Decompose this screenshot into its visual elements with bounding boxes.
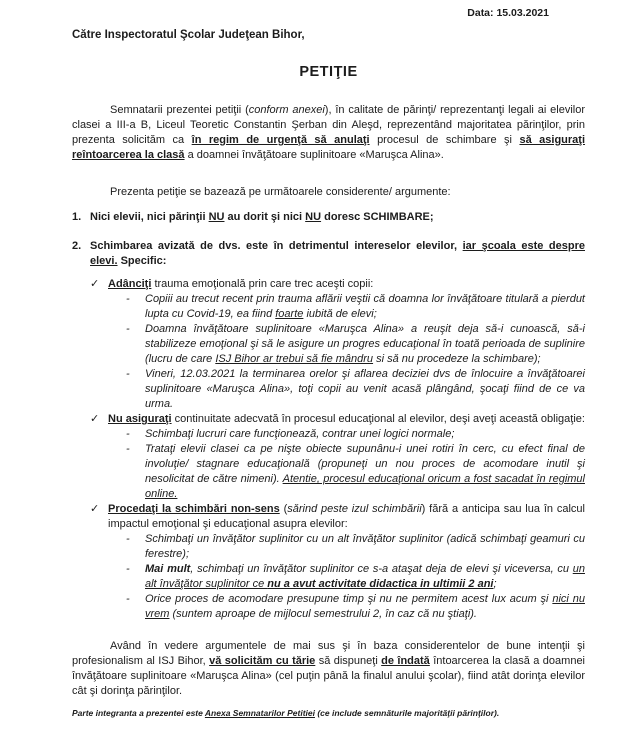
list-item-text — [145, 322, 585, 367]
dash-list-item — [126, 427, 585, 442]
list-marker: - — [126, 593, 130, 605]
text-run: Parte integranta a prezentei este — [72, 708, 205, 718]
text-run: vă solicităm cu tărie — [209, 655, 316, 667]
list-item-text — [108, 502, 585, 532]
text-run: Copiii au trecut recent prin trauma aflării veştii că doamna lor învăţătoare titulară a pierdut lupta cu Covid-19, ea fiind — [145, 293, 585, 320]
paragraph — [72, 103, 585, 163]
numbered-list-item — [72, 210, 585, 225]
text-run: procesul de schimbare şi — [369, 134, 520, 146]
list-item-text — [145, 592, 585, 622]
dash-list-item — [126, 532, 585, 562]
page-title: PETIŢIE — [299, 64, 358, 80]
text-run: Atentie, procesul educaţional oricum a fost sacadat în regimul online. — [145, 473, 585, 500]
list-item-text — [108, 412, 585, 427]
text-run: Doamna învăţătoare suplinitoare «Maruşca Alina» a reuşit deja să-i cunoască, să-i stabilizeze emoţional şi să le asigure un progres educaţional în toată perioada de suplinire (lucru de care — [145, 323, 585, 365]
text-run: un alt învăţător suplinitor ce — [145, 563, 585, 590]
list-item-text — [90, 239, 585, 269]
text-run: Schimbarea avizată de dvs. este în detrimentul intereselor elevilor, — [90, 240, 463, 252]
text-run: Vineri, 12.03.2021 la terminarea orelor şi aflarea deciziei dvs de înlocuire a învăţătoarei suplinitoare «Maruşca Alina», toţi copii au venit acasă plângând, şocaţi fiind de ce va urma. — [145, 368, 585, 410]
text-run: Mai mult — [145, 563, 191, 575]
checkmark-icon: ✓ — [90, 503, 100, 515]
list-item-text — [145, 532, 585, 562]
text-run: Adânciţi — [108, 278, 152, 290]
text-run: foarte — [275, 308, 304, 320]
text-run: întoarcerea la clasă a doamnei învăţătoare suplinitoare «Maruşca Alina» (cel puţin până la finalul anului şcolar), fiind atât dorinţa elevilor cât şi dorinţa părinţilor. — [72, 655, 586, 697]
text-run: ( — [279, 503, 288, 515]
paragraph — [72, 185, 585, 200]
text-run: (suntem aproape de mijlocul semestrului 2, în caz că nu ştiaţi). — [169, 608, 477, 620]
check-list-item — [90, 502, 585, 532]
list-item-text — [145, 367, 585, 412]
text-run: NU — [208, 211, 225, 223]
text-run: nici nu vrem — [145, 593, 585, 620]
text-run: să asiguraţi reîntoarcerea la clasă — [72, 134, 586, 161]
list-marker: - — [126, 563, 130, 575]
list-marker: - — [126, 533, 130, 545]
list-item-text — [145, 427, 585, 442]
text-run: Schimbaţi lucruri care funcţionează, contrar unei logici normale; — [145, 428, 455, 440]
dash-list-item — [126, 592, 585, 622]
text-run: ; — [493, 578, 497, 590]
text-run: Nu asiguraţi — [108, 413, 172, 425]
list-item-text — [108, 277, 585, 292]
list-marker: - — [126, 428, 130, 440]
footnote — [72, 708, 585, 719]
text-run: (ce include semnăturile majorităţii părinţilor). — [314, 708, 500, 718]
list-marker: - — [126, 368, 130, 380]
text-run: doresc SCHIMBARE; — [321, 211, 434, 223]
numbered-list-item — [72, 239, 585, 269]
list-item-text — [90, 210, 585, 225]
text-run: ISJ Bihor ar trebui să fie mândru — [215, 353, 374, 365]
dash-list-item — [126, 292, 585, 322]
text-run: Prezenta petiţie se bazează pe următoarele considerente/ argumente: — [110, 186, 451, 198]
checkmark-icon: ✓ — [90, 413, 100, 425]
text-run: conform anexei — [248, 104, 325, 116]
check-list-item — [90, 412, 585, 427]
text-run: Trataţi elevii clasei ca pe nişte obiecte supunânu-i unei rotiri în cerc, cu efect final de involuţie/ stagnare educaţională (propuneţi un nou proces de acomodare inutil şi nesolicitat de către nimeni). — [145, 443, 585, 485]
addressee-line: Către Inspectoratul Şcolar Judeţean Bihor, — [72, 29, 305, 41]
text-run: trauma emoţională prin care trec aceşti copii: — [151, 278, 374, 290]
list-item-text — [145, 292, 585, 322]
text-run: ) fără a anticipa sau lua în calcul impactul emoţional şi educaţional asupra elevilor: — [108, 503, 585, 530]
text-run: iar şcoala este despre elevi. — [90, 240, 585, 267]
text-run: si să nu procedeze la schimbare); — [373, 353, 541, 365]
text-run: Nici elevii, nici părinţii — [90, 211, 209, 223]
text-run: Având în vedere argumentele de mai sus şi în baza considerentelor de bune intenţii şi profesionalism al ISJ Bihor, — [72, 640, 585, 667]
dash-list-item — [126, 442, 585, 502]
document-date: Data: 15.03.2021 — [467, 7, 549, 19]
text-run: Procedaţi la schimbări non-sens — [108, 503, 280, 515]
text-run: a doamnei învăţătoare suplinitoare «Maruşca Alina». — [184, 149, 444, 161]
check-list-item — [90, 277, 585, 292]
dash-list-item — [126, 322, 585, 367]
list-item-text — [145, 442, 585, 502]
list-marker: 1. — [72, 211, 82, 223]
text-run: sărind peste izul schimbării — [287, 503, 422, 515]
list-marker: 2. — [72, 240, 82, 252]
paragraph — [72, 639, 585, 699]
text-run: să dispuneţi — [315, 655, 382, 667]
dash-list-item — [126, 562, 585, 592]
list-marker: - — [126, 293, 130, 305]
text-run: Anexa Semnatarilor Petitiei — [204, 708, 315, 718]
text-run: Semnatarii prezentei petiţii ( — [110, 104, 249, 116]
text-run: Specific: — [117, 255, 167, 267]
list-marker: - — [126, 323, 130, 335]
text-run: , schimbaţi un învăţător suplinitor ce s-a ataşat deja de elevi şi viceversa, cu — [190, 563, 573, 575]
text-run: Schimbaţi un învăţător suplinitor cu un alt învăţător suplinitor (adică schimbaţi geamuri cu ferestre); — [145, 533, 585, 560]
list-item-text — [145, 562, 585, 592]
dash-list-item — [126, 367, 585, 412]
text-run: nu a avut activitate didactica in ultimii 2 ani — [267, 578, 494, 590]
checkmark-icon: ✓ — [90, 278, 100, 290]
text-run: Orice proces de acomodare presupune timp şi nu ne permitem acest lux acum şi — [145, 593, 553, 605]
text-run: continuitate adecvată în procesul educaţional al elevilor, deşi aveţi această obligaţie: — [171, 413, 585, 425]
text-run: de îndată — [381, 655, 430, 667]
text-run: iubită de elevi; — [303, 308, 377, 320]
text-run: în regim de urgenţă să anulaţi — [191, 134, 370, 146]
text-run: ), în calitate de părinţi/ reprezentanţi legali ai elevilor clasei a III-a B, Liceul Teoretic Constantin Şerban din Aleşd, reprezentând majoritatea părinţilor, prin prezenta solicităm ca — [72, 104, 585, 146]
document-blocks — [72, 103, 585, 719]
list-marker: - — [126, 443, 130, 455]
text-run: NU — [305, 211, 322, 223]
text-run: au dorit şi nici — [224, 211, 306, 223]
